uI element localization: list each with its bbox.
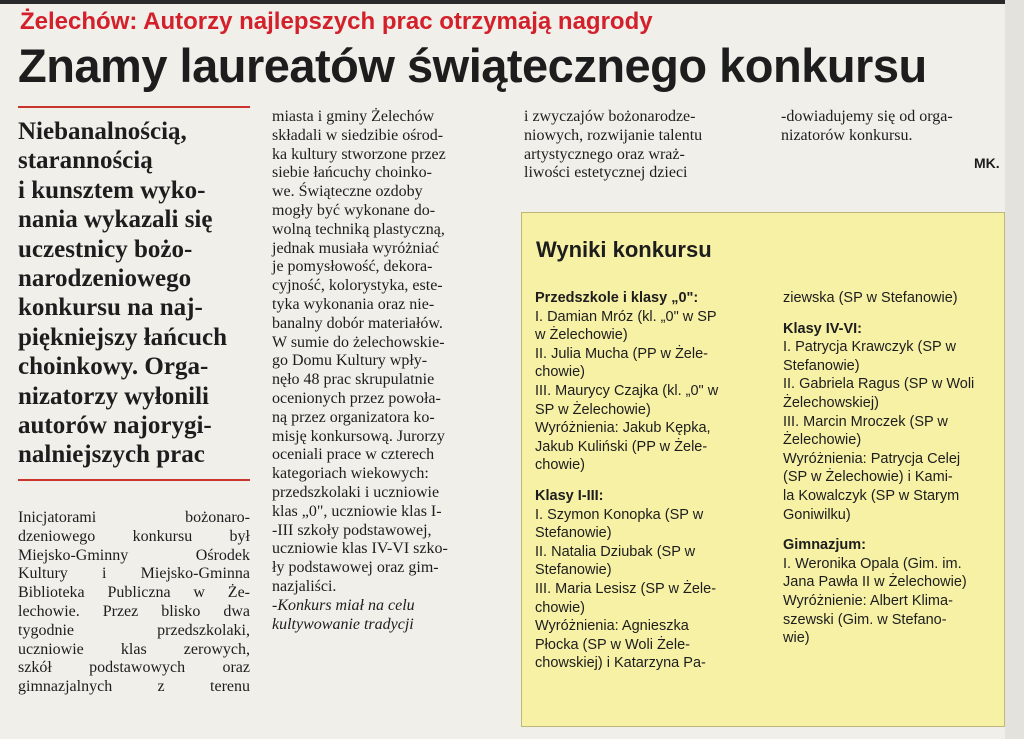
- spacer: [783, 308, 998, 320]
- text-line: liwości estetycznej dzieci: [524, 164, 688, 182]
- result-line: I. Damian Mróz (kl. „0" w SP: [535, 308, 717, 325]
- text-line: starannością: [18, 147, 153, 175]
- result-line: I. Szymon Konopka (SP w: [535, 506, 704, 523]
- kicker: Żelechów: Autorzy najlepszych prac otrzymają nagrody: [20, 8, 653, 35]
- text-line: Miejsko-Gminny Ośrodek: [18, 546, 250, 564]
- text-line: jednak musiała wyróżniać: [272, 239, 440, 257]
- text-line: mogły być wykonane do-: [272, 201, 436, 219]
- body-column-3: [524, 108, 756, 183]
- column-2-text: [272, 108, 502, 597]
- text-line: tyka wykonania oraz nie-: [272, 295, 435, 313]
- text-line: Niebanalnością,: [18, 118, 187, 145]
- spacer: [783, 524, 998, 536]
- category-heading: Klasy I-III:: [535, 487, 604, 504]
- result-line: Płocka (SP w Woli Żele-: [535, 636, 690, 653]
- result-line: chowskiej) i Katarzyna Pa-: [535, 655, 706, 672]
- text-line: uczniowie klas IV-VI szko-: [272, 540, 448, 558]
- text-line: -Konkurs miał na celu: [272, 596, 415, 614]
- result-line: Wyróżnienia: Agnieszka: [535, 618, 689, 635]
- result-line: Wyróżnienia: Patrycja Celej: [783, 450, 961, 467]
- column-2-italic-text: [272, 597, 502, 635]
- text-line: kultywowanie tradycji: [272, 615, 414, 633]
- results-left-column: [535, 289, 760, 673]
- text-line: gimnazjalnych z terenu: [18, 678, 250, 696]
- text-line: nazjaliści.: [272, 577, 337, 595]
- category-heading: Przedszkole i klasy „0":: [535, 290, 699, 306]
- adjacent-page-edge: [1005, 0, 1024, 739]
- text-line: kategoriach wiekowych:: [272, 465, 429, 483]
- result-line: Wyróżnienie: Albert Klima-: [783, 592, 953, 609]
- result-line: chowie): [535, 364, 585, 381]
- text-line: uczestnicy bożo-: [18, 235, 193, 263]
- lead-bottom-rule: [18, 479, 250, 481]
- text-line: miasta i gminy Żelechów: [272, 108, 435, 125]
- result-line: III. Marcin Mroczek (SP w: [783, 413, 948, 430]
- text-line: Biblioteka Publiczna w Że-: [18, 584, 250, 602]
- category-heading: Klasy IV-VI:: [783, 320, 862, 337]
- text-line: choinkowy. Orga-: [18, 353, 209, 381]
- top-border: [0, 0, 1024, 4]
- text-line: Kultury i Miejsko-Gminna: [18, 565, 250, 583]
- text-line: -III szkoły podstawowej,: [272, 521, 432, 539]
- result-line: II. Julia Mucha (PP w Żele-: [535, 345, 708, 362]
- result-line: I. Patrycja Krawczyk (SP w: [783, 339, 956, 356]
- result-line: ziewska (SP w Stefanowie): [783, 290, 958, 306]
- result-line: Wyróżnienia: Jakub Kępka,: [535, 420, 711, 437]
- text-line: klas „0", uczniowie klas I-: [272, 502, 442, 520]
- text-line: i kunsztem wyko-: [18, 176, 206, 204]
- result-line: (SP w Żelechowie) i Kami-: [783, 469, 953, 486]
- text-line: siebie łańcuchy choinko-: [272, 164, 432, 182]
- text-line: nania wykazali się: [18, 206, 213, 234]
- text-line: ka kultury stworzone przez: [272, 145, 446, 163]
- text-line: je pomysłowość, dekora-: [272, 258, 433, 276]
- result-line: szewski (Gim. w Stefano-: [783, 611, 947, 628]
- text-line: nizatorzy wyłonili: [18, 382, 209, 410]
- text-line: nalniejszych prac: [18, 441, 205, 469]
- text-line: artystycznego oraz wraż-: [524, 145, 685, 163]
- result-line: Jakub Kuliński (PP w Żele-: [535, 438, 708, 455]
- results-right-column: [783, 289, 998, 648]
- result-line: III. Maria Lesisz (SP w Żele-: [535, 580, 717, 597]
- lead-paragraph: [18, 117, 250, 470]
- text-line: piękniejszy łańcuch: [18, 323, 228, 351]
- text-line: szkół podstawowych oraz: [18, 659, 250, 677]
- text-line: nęło 48 prac skrupulatnie: [272, 371, 435, 389]
- text-line: lechowie. Przez blisko dwa: [18, 602, 250, 620]
- result-line: w Żelechowie): [535, 327, 628, 344]
- result-line: SP w Żelechowie): [535, 401, 651, 418]
- result-line: chowie): [535, 457, 585, 474]
- text-line: ły podstawowej oraz gim-: [272, 559, 439, 577]
- text-line: przedszkolaki i uczniowie: [272, 483, 440, 501]
- text-line: narodzeniowego: [18, 265, 192, 293]
- result-line: III. Maurycy Czajka (kl. „0" w: [535, 382, 719, 399]
- body-column-4: [781, 108, 996, 146]
- text-line: dzeniowego konkursu był: [18, 527, 250, 545]
- text-line: i zwyczajów bożonarodze-: [524, 108, 696, 125]
- headline: Znamy laureatów świątecznego konkursu: [18, 39, 927, 92]
- result-line: Jana Pawła II w Żelechowie): [783, 574, 967, 591]
- text-line: Inicjatorami bożonaro-: [18, 509, 250, 526]
- text-line: we. Świąteczne ozdoby: [272, 183, 423, 201]
- body-column-2: [272, 108, 502, 634]
- text-line: wolną techniką plastyczną,: [272, 220, 445, 238]
- text-line: banalny dobór materiałów.: [272, 314, 443, 332]
- text-line: tygodnie przedszkolaki,: [18, 621, 250, 639]
- results-box-title: Wyniki konkursu: [536, 237, 712, 262]
- author-signature: MK.: [974, 155, 1000, 171]
- text-line: misję konkursową. Jurorzy: [272, 427, 445, 445]
- result-line: Żelechowskiej): [783, 394, 879, 411]
- lead-top-rule: [18, 106, 250, 108]
- text-line: konkursu na naj-: [18, 294, 203, 322]
- text-line: uczniowie klas zerowych,: [18, 640, 250, 658]
- text-line: -dowiadujemy się od orga-: [781, 108, 953, 125]
- text-line: nizatorów konkursu.: [781, 126, 913, 144]
- text-line: go Domu Kultury wpły-: [272, 352, 428, 370]
- result-line: Goniwilku): [783, 506, 851, 523]
- category-heading: Gimnazjum:: [783, 537, 866, 554]
- result-line: Stefanowie): [535, 562, 612, 579]
- spacer: [535, 475, 760, 487]
- text-line: W sumie do żelechowskie-: [272, 333, 445, 351]
- result-line: Żelechowie): [783, 432, 862, 449]
- result-line: Stefanowie): [783, 357, 860, 374]
- result-line: Stefanowie): [535, 525, 612, 542]
- text-line: ną przez organizatora ko-: [272, 408, 435, 426]
- result-line: wie): [783, 630, 810, 647]
- text-line: składali w siedzibie ośrod-: [272, 126, 444, 144]
- text-line: niowych, rozwijanie talentu: [524, 126, 703, 144]
- result-line: chowie): [535, 599, 585, 616]
- text-line: cyjność, kolorystyka, este-: [272, 277, 443, 295]
- result-line: I. Weronika Opala (Gim. im.: [783, 555, 962, 572]
- result-line: II. Gabriela Ragus (SP w Woli: [783, 376, 975, 393]
- text-line: autorów najorygi-: [18, 412, 212, 440]
- text-line: ocenionych przez powoła-: [272, 389, 441, 407]
- result-line: la Kowalczyk (SP w Starym: [783, 487, 960, 504]
- result-line: II. Natalia Dziubak (SP w: [535, 543, 696, 560]
- body-column-1: [18, 509, 250, 697]
- text-line: oceniali prace w czterech: [272, 446, 435, 464]
